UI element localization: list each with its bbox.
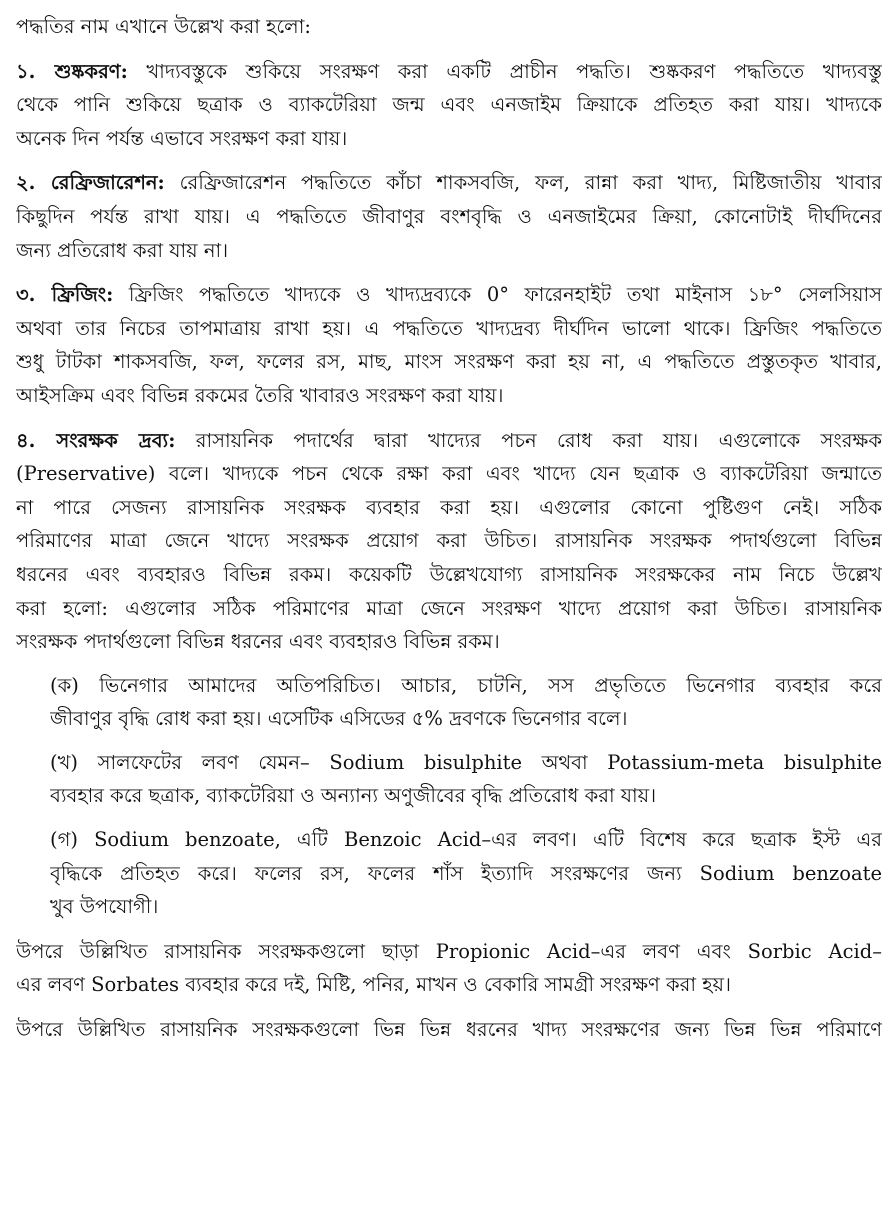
- paragraph-line: অনেক দিন পর্যন্ত এভাবে সংরক্ষণ করা যায়।: [16, 126, 348, 150]
- section-drying: [16, 55, 882, 156]
- closing-paragraph-2: [16, 1013, 882, 1047]
- paragraph-line: সংরক্ষক পদার্থগুলো বিভিন্ন ধরনের এবং ব্যবহারও বিভিন্ন রকম।: [16, 630, 500, 654]
- section-heading: ১. শুষ্ককরণ:: [16, 59, 128, 83]
- subitem-benzoate: [16, 823, 882, 924]
- paragraph-line: (Preservative) বলে। খাদ্যকে পচন থেকে রক্ষা করা এবং খাদ্যে যেন ছত্রাক ও ব্যাকটেরিয়া জন্মাতে: [16, 462, 882, 486]
- subitem-vinegar: [16, 669, 882, 736]
- subitem-sulphite: [16, 746, 882, 813]
- paragraph-line: উপরে উল্লিখিত রাসায়নিক সংরক্ষকগুলো ছাড়া Propionic Acid–এর লবণ এবং Sorbic Acid–: [16, 939, 882, 963]
- paragraph-line: (গ) Sodium benzoate, এটি Benzoic Acid–এর লবণ। এটি বিশেষ করে ছত্রাক ইস্ট এর: [50, 828, 882, 852]
- section-freezing: [16, 278, 882, 412]
- paragraph-line: খুব উপযোগী।: [50, 895, 159, 919]
- paragraph-line: ৪. সংরক্ষক দ্রব্য: রাসায়নিক পদার্থের দ্বারা খাদ্যের পচন রোধ করা যায়। এগুলোকে সংরক্ষক: [16, 428, 882, 452]
- paragraph-line: থেকে পানি শুকিয়ে ছত্রাক ও ব্যাকটেরিয়া জন্ম এবং এনজাইম ক্রিয়াকে প্রতিহত করা যায়। খাদ্যকে: [16, 93, 882, 117]
- closing-paragraph: [16, 935, 882, 1002]
- paragraph-line: (ক) ভিনেগার আমাদের অতিপরিচিত। আচার, চাটনি, সস প্রভৃতিতে ভিনেগার ব্যবহার করে: [50, 673, 882, 697]
- section-heading: ২. রেফ্রিজারেশন:: [16, 171, 165, 195]
- paragraph-line: ব্যবহার করে ছত্রাক, ব্যাকটেরিয়া ও অন্যান্য অণুজীবের বৃদ্ধি প্রতিরোধ করা যায়।: [50, 784, 657, 808]
- paragraph-line: ২. রেফ্রিজারেশন: রেফ্রিজারেশন পদ্ধতিতে কাঁচা শাকসবজি, ফল, রান্না করা খাদ্য, মিষ্টিজাতীয় খাবার: [16, 171, 882, 195]
- paragraph-line: কিছুদিন পর্যন্ত রাখা যায়। এ পদ্ধতিতে জীবাণুর বংশবৃদ্ধি ও এনজাইমের ক্রিয়া, কোনোটাই দীর্ঘদিনের: [16, 204, 882, 228]
- paragraph-line: জীবাণুর বৃদ্ধি রোধ করা হয়। এসেটিক এসিডের ৫% দ্রবণকে ভিনেগার বলে।: [50, 707, 628, 731]
- paragraph-line: ১. শুষ্ককরণ: খাদ্যবস্তুকে শুকিয়ে সংরক্ষণ করা একটি প্রাচীন পদ্ধতি। শুষ্ককরণ পদ্ধতিতে খাদ্যবস্তু: [16, 59, 882, 83]
- paragraph-line: (খ) সালফেটের লবণ যেমন– Sodium bisulphite অথবা Potassium-meta bisulphite: [50, 750, 882, 774]
- paragraph-line: শুধু টাটকা শাকসবজি, ফল, ফলের রস, মাছ, মাংস সংরক্ষণ করা হয় না, এ পদ্ধতিতে প্রস্তুতকৃত খাবার,: [16, 350, 882, 374]
- section-heading: ৩. ফ্রিজিং:: [16, 283, 114, 307]
- paragraph-line: অথবা তার নিচের তাপমাত্রায় রাখা হয়। এ পদ্ধতিতে খাদ্যদ্রব্য দীর্ঘদিন ভালো থাকে। ফ্রিজিং পদ্ধতিতে: [16, 316, 882, 340]
- paragraph-line: আইসক্রিম এবং বিভিন্ন রকমের তৈরি খাবারও সংরক্ষণ করা যায়।: [16, 383, 504, 407]
- paragraph-line: করা হলো: এগুলোর সঠিক পরিমাণের মাত্রা জেনে সংরক্ষণ খাদ্যে প্রয়োগ করা উচিত। রাসায়নিক: [16, 596, 882, 620]
- paragraph-line: না পারে সেজন্য রাসায়নিক সংরক্ষক ব্যবহার করা হয়। এগুলোর কোনো পুষ্টিগুণ নেই। সঠিক: [16, 495, 882, 519]
- section-heading: ৪. সংরক্ষক দ্রব্য:: [16, 428, 176, 452]
- paragraph-line: জন্য প্রতিরোধ করা যায় না।: [16, 238, 229, 262]
- paragraph-line: এর লবণ Sorbates ব্যবহার করে দই, মিষ্টি, পনির, মাখন ও বেকারি সামগ্রী সংরক্ষণ করা হয়।: [16, 973, 731, 997]
- paragraph-line: বৃদ্ধিকে প্রতিহত করে। ফলের রস, ফলের শাঁস ইত্যাদি সংরক্ষণের জন্য Sodium benzoate: [50, 861, 882, 885]
- paragraph-line: উপরে উল্লিখিত রাসায়নিক সংরক্ষকগুলো ভিন্ন ভিন্ন ধরনের খাদ্য সংরক্ষণের জন্য ভিন্ন ভিন্ন পরিমাণে: [16, 1018, 882, 1042]
- paragraph-line: পরিমাণের মাত্রা জেনে খাদ্যে সংরক্ষক প্রয়োগ করা উচিত। রাসায়নিক সংরক্ষক পদার্থগুলো বিভিন্ন: [16, 529, 882, 553]
- section-refrigeration: [16, 166, 882, 267]
- intro-line: পদ্ধতির নাম এখানে উল্লেখ করা হলো:: [16, 15, 311, 38]
- paragraph-line: ধরনের এবং ব্যবহারও বিভিন্ন রকম। কয়েকটি উল্লেখযোগ্য রাসায়নিক সংরক্ষকের নাম নিচে উল্লেখ: [16, 562, 882, 586]
- paragraph-line: ৩. ফ্রিজিং: ফ্রিজিং পদ্ধতিতে খাদ্যকে ও খাদ্যদ্রব্যকে 0° ফারেনহাইট তথা মাইনাস ১৮° সেলসিয়াস: [16, 283, 882, 307]
- section-preservatives: [16, 424, 882, 659]
